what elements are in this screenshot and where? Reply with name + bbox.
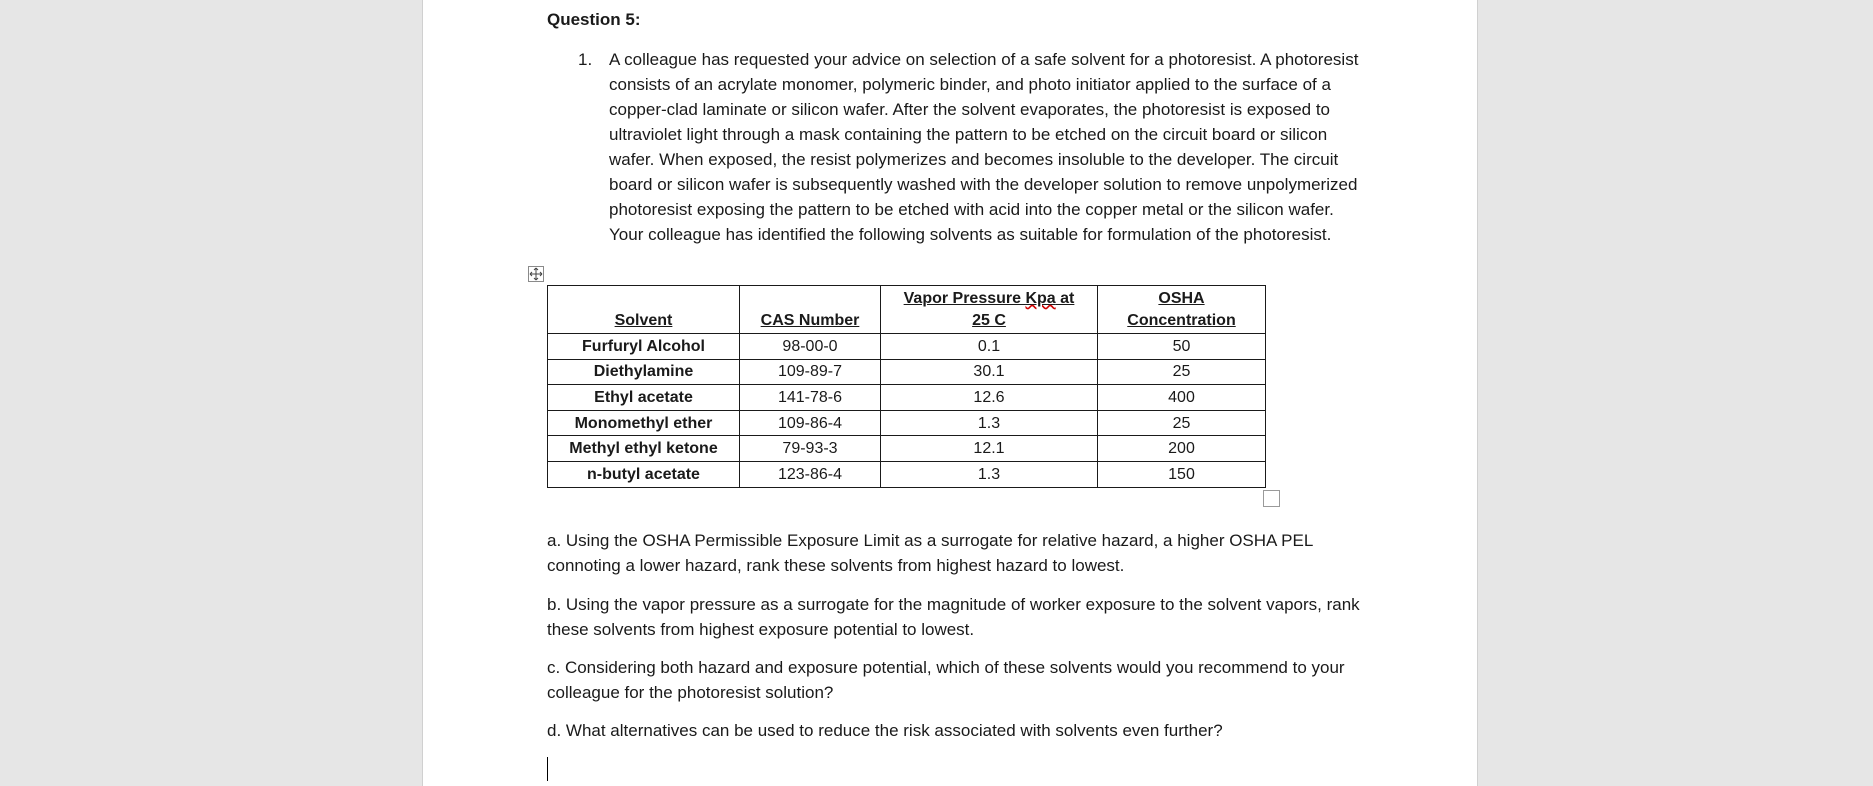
table-row — [548, 436, 1266, 462]
cell-osha: 150 — [1098, 461, 1266, 487]
spelling-flag-kpa[interactable]: Kpa — [1025, 290, 1056, 307]
header-cas-number: CAS Number — [740, 286, 881, 334]
header-vp-text-a: Vapor Pressure — [903, 290, 1026, 307]
cell-vapor-pressure: 1.3 — [881, 410, 1098, 436]
cell-osha: 400 — [1098, 385, 1266, 411]
header-osha-text-1: OSHA — [1158, 290, 1205, 307]
cell-solvent: n-butyl acetate — [548, 461, 740, 487]
cell-osha: 50 — [1098, 334, 1266, 360]
text-cursor — [547, 757, 548, 781]
header-osha-text-2: Concentration — [1127, 312, 1236, 329]
subquestion-d: d. What alternatives can be used to reduce the risk associated with solvents even further? — [547, 721, 1223, 740]
cell-solvent: Methyl ethyl ketone — [548, 436, 740, 462]
cell-cas: 141-78-6 — [740, 385, 881, 411]
cell-vapor-pressure: 12.6 — [881, 385, 1098, 411]
cell-osha: 200 — [1098, 436, 1266, 462]
header-vp-text-c: at — [1055, 290, 1075, 307]
cell-solvent: Monomethyl ether — [548, 410, 740, 436]
header-osha-concentration — [1098, 286, 1266, 334]
table-row — [548, 334, 1266, 360]
cell-vapor-pressure: 1.3 — [881, 461, 1098, 487]
table-row — [548, 461, 1266, 487]
cell-solvent: Furfuryl Alcohol — [548, 334, 740, 360]
cell-cas: 98-00-0 — [740, 334, 881, 360]
cell-solvent: Diethylamine — [548, 359, 740, 385]
intro-paragraph: A colleague has requested your advice on selection of a safe solvent for a photoresist. A photoresist consists of an acrylate monomer, polymeric binder, and photo initiator applied to the surface of a copper-clad laminate or silicon wafer. After the solvent evaporates, the photoresist is exposed to ultraviolet light through a mask containing the pattern to be etched on the circuit board or silicon wafer. When exposed, the resist polymerizes and becomes insoluble to the developer. The circuit board or silicon wafer is subsequently washed with the developer solution to remove unpolymerized photoresist exposing the pattern to be etched with acid into the copper metal or the silicon wafer. Your colleague has identified the following solvents as suitable for formulation of the photoresist. — [609, 50, 1359, 244]
table-move-handle-icon[interactable] — [528, 266, 544, 282]
subquestion-a: a. Using the OSHA Permissible Exposure Limit as a surrogate for relative hazard, a higher OSHA PEL connoting a lower hazard, rank these solvents from highest hazard to lowest. — [547, 531, 1313, 575]
question-title: Question 5: — [547, 10, 641, 29]
cell-osha: 25 — [1098, 359, 1266, 385]
subquestion-b: b. Using the vapor pressure as a surrogate for the magnitude of worker exposure to the solvent vapors, rank these solvents from highest exposure potential to lowest. — [547, 595, 1360, 639]
cell-cas: 109-86-4 — [740, 410, 881, 436]
cell-solvent: Ethyl acetate — [548, 385, 740, 411]
table-header-row — [548, 286, 1266, 334]
table-row — [548, 385, 1266, 411]
cell-vapor-pressure: 0.1 — [881, 334, 1098, 360]
table-row — [548, 410, 1266, 436]
cell-cas: 123-86-4 — [740, 461, 881, 487]
cell-cas: 109-89-7 — [740, 359, 881, 385]
cell-cas: 79-93-3 — [740, 436, 881, 462]
table-row — [548, 359, 1266, 385]
table-resize-handle-icon[interactable] — [1263, 490, 1280, 507]
list-number: 1. — [578, 50, 593, 69]
header-solvent: Solvent — [548, 286, 740, 334]
document-page[interactable] — [422, 0, 1478, 786]
header-vp-text-2: 25 C — [972, 312, 1006, 329]
solvents-table[interactable] — [547, 285, 1266, 488]
header-vapor-pressure — [881, 286, 1098, 334]
cell-vapor-pressure: 12.1 — [881, 436, 1098, 462]
cell-vapor-pressure: 30.1 — [881, 359, 1098, 385]
cell-osha: 25 — [1098, 410, 1266, 436]
subquestion-c: c. Considering both hazard and exposure potential, which of these solvents would you recommend to your colleague for the photoresist solution? — [547, 658, 1345, 702]
